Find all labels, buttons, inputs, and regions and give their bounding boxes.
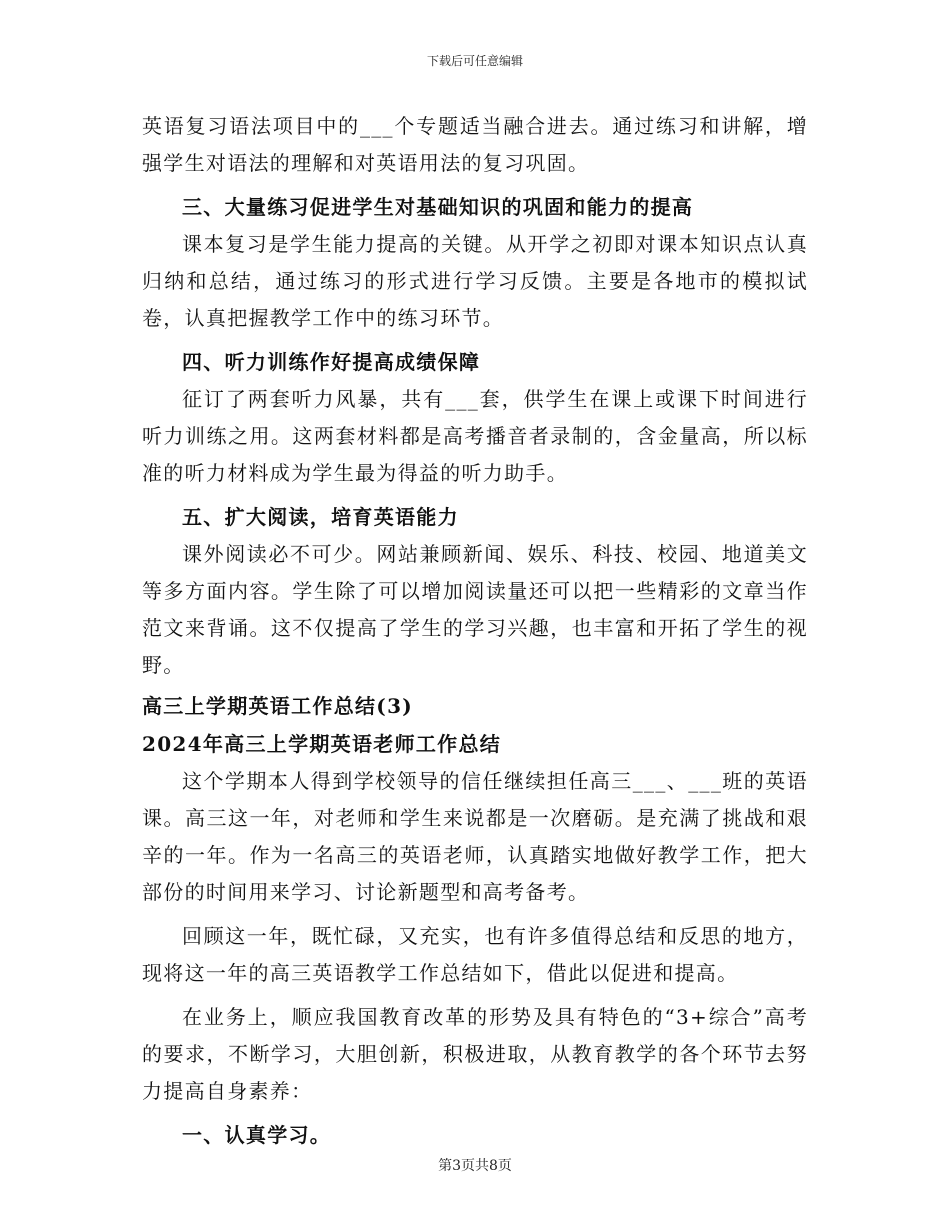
paragraph-continuation: 英语复习语法项目中的___个专题适当融合进去。通过练习和讲解，增强学生对语法的理解和对英语用法的复习巩固。 xyxy=(142,114,808,175)
document-subtitle: 2024年高三上学期英语老师工作总结 xyxy=(142,732,502,756)
paragraph-reading: 课外阅读必不可少。网站兼顾新闻、娱乐、科技、校园、地道美文等多方面内容。学生除了可以增加阅读量还可以把一些精彩的文章当作范文来背诵。这不仅提高了学生的学习兴趣，也丰富和开拓了学生的视野。 xyxy=(142,542,808,677)
page-header-note: 下载后可任意编辑 xyxy=(426,54,523,68)
section-heading-5: 五、扩大阅读，培育英语能力 xyxy=(182,505,459,529)
paragraph-textbook-review: 课本复习是学生能力提高的关键。从开学之初即对课本知识点认真归纳和总结，通过练习的形式进行学习反馈。主要是各地市的模拟试卷，认真把握教学工作中的练习环节。 xyxy=(142,232,808,330)
paragraph-listening: 征订了两套听力风暴，共有___套，供学生在课上或课下时间进行听力训练之用。这两套材料都是高考播音者录制的，含金量高，所以标准的听力材料成为学生最为得益的听力助手。 xyxy=(142,387,808,485)
paragraph-intro: 这个学期本人得到学校领导的信任继续担任高三___、___班的英语课。高三这一年，对老师和学生来说都是一次磨砺。是充满了挑战和艰辛的一年。作为一名高三的英语老师，认真踏实地做好教学工作，把大部份的时间用来学习、讨论新题型和高考备考。 xyxy=(142,769,808,904)
page-number: 第3页共8页 xyxy=(438,1158,512,1174)
document-body xyxy=(142,108,808,1154)
section-heading-3: 三、大量练习促进学生对基础知识的巩固和能力的提高 xyxy=(182,195,694,219)
section-heading-4: 四、听力训练作好提高成绩保障 xyxy=(182,350,481,374)
document-title: 高三上学期英语工作总结(3) xyxy=(142,694,414,718)
section-heading-1: 一、认真学习。 xyxy=(182,1123,332,1147)
paragraph-business: 在业务上，顺应我国教育改革的形势及具有特色的“3+综合”高考的要求，不断学习，大胆创新，积极进取，从教育教学的各个环节去努力提高自身素养： xyxy=(142,1005,808,1103)
paragraph-review: 回顾这一年，既忙碌，又充实，也有许多值得总结和反思的地方，现将这一年的高三英语教学工作总结如下，借此以促进和提高。 xyxy=(142,924,808,985)
